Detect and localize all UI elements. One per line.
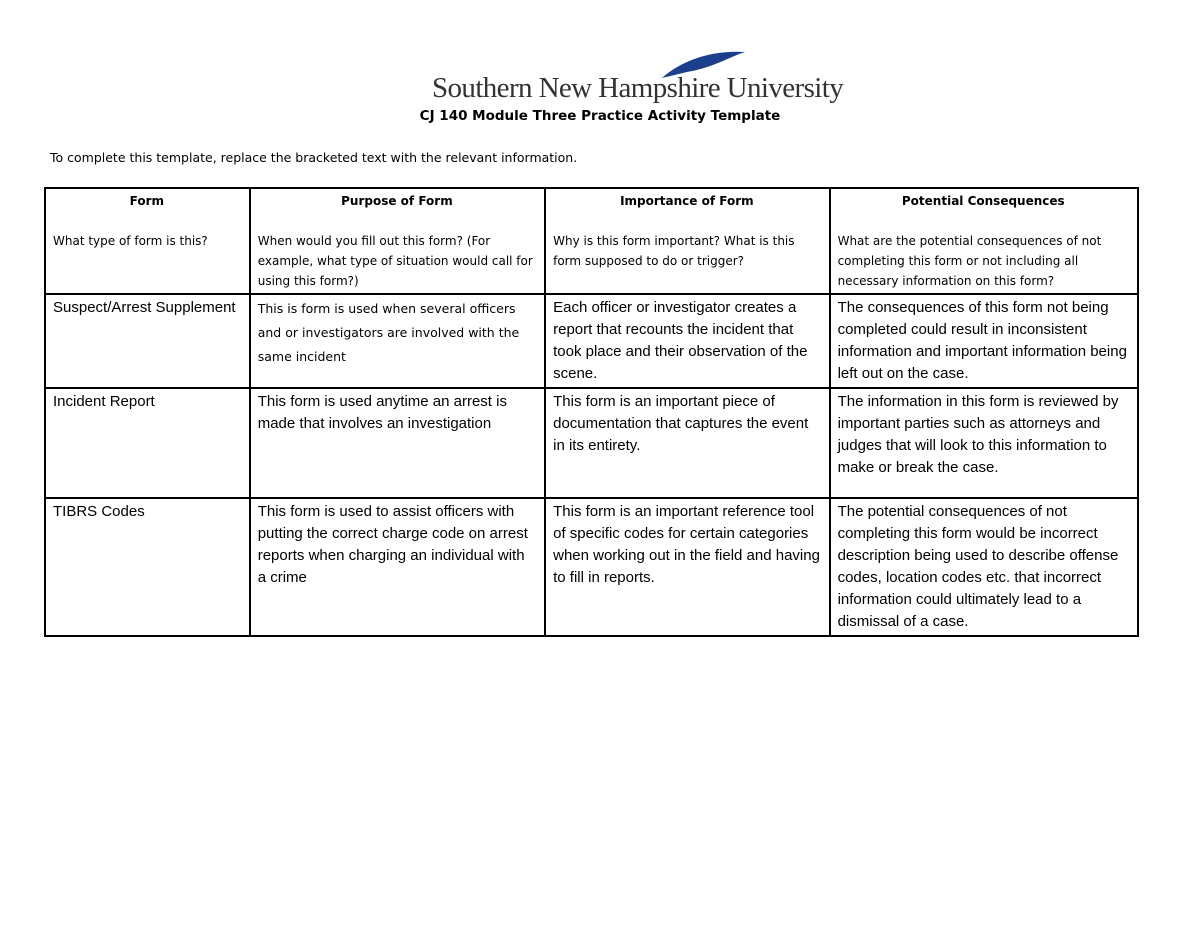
table-cell: This form is used to assist officers with putting the correct charge code on arrest reports when charging an individual with a crime xyxy=(250,498,545,636)
instructions: To complete this template, replace the bracketed text with the relevant information. xyxy=(50,150,578,165)
table-row xyxy=(45,294,1138,388)
header-cell xyxy=(830,188,1138,294)
table-row xyxy=(45,498,1138,636)
table-cell: This form is used anytime an arrest is made that involves an investigation xyxy=(250,388,545,498)
header-row xyxy=(45,188,1138,294)
column-label: Purpose of Form xyxy=(341,194,453,208)
column-question: Why is this form important? What is this form supposed to do or trigger? xyxy=(553,234,795,268)
table-cell: This form is an important piece of documentation that captures the event in its entirety. xyxy=(545,388,829,498)
table-cell: The potential consequences of not completing this form would be incorrect description being used to describe offense codes, location codes etc. that incorrect information could ultimately lead to a dismissal of a case. xyxy=(830,498,1138,636)
university-logo xyxy=(432,50,844,110)
table-cell: Incident Report xyxy=(45,388,250,498)
header-cell xyxy=(545,188,829,294)
table-row xyxy=(45,388,1138,498)
table-cell: TIBRS Codes xyxy=(45,498,250,636)
column-question: What are the potential consequences of not completing this form or not including all necessary information on this form? xyxy=(837,234,1102,288)
table-cell: Each officer or investigator creates a report that recounts the incident that took place and their observation of the scene. xyxy=(545,294,829,388)
forms-table xyxy=(44,187,1139,637)
page-title: CJ 140 Module Three Practice Activity Template xyxy=(419,108,781,124)
header-cell xyxy=(45,188,250,294)
column-question: When would you fill out this form? (For example, what type of situation would call for using this form?) xyxy=(257,234,533,288)
logo-text: Southern New Hampshire University xyxy=(432,72,844,104)
column-label: Potential Consequences xyxy=(901,194,1065,208)
table-cell: This form is an important reference tool of specific codes for certain categories when working out in the field and having to fill in reports. xyxy=(545,498,829,636)
table-cell: Suspect/Arrest Supplement xyxy=(45,294,250,388)
header-cell xyxy=(250,188,545,294)
table-cell: The information in this form is reviewed by important parties such as attorneys and judges that will look to this information to make or break the case. xyxy=(830,388,1138,498)
column-question: What type of form is this? xyxy=(53,234,208,248)
column-label: Form xyxy=(129,194,165,208)
table-cell: This is form is used when several officers and or investigators are involved with the same incident xyxy=(250,294,545,388)
column-label: Importance of Form xyxy=(620,194,754,208)
table-cell: The consequences of this form not being completed could result in inconsistent information and important information being left out on the case. xyxy=(830,294,1138,388)
